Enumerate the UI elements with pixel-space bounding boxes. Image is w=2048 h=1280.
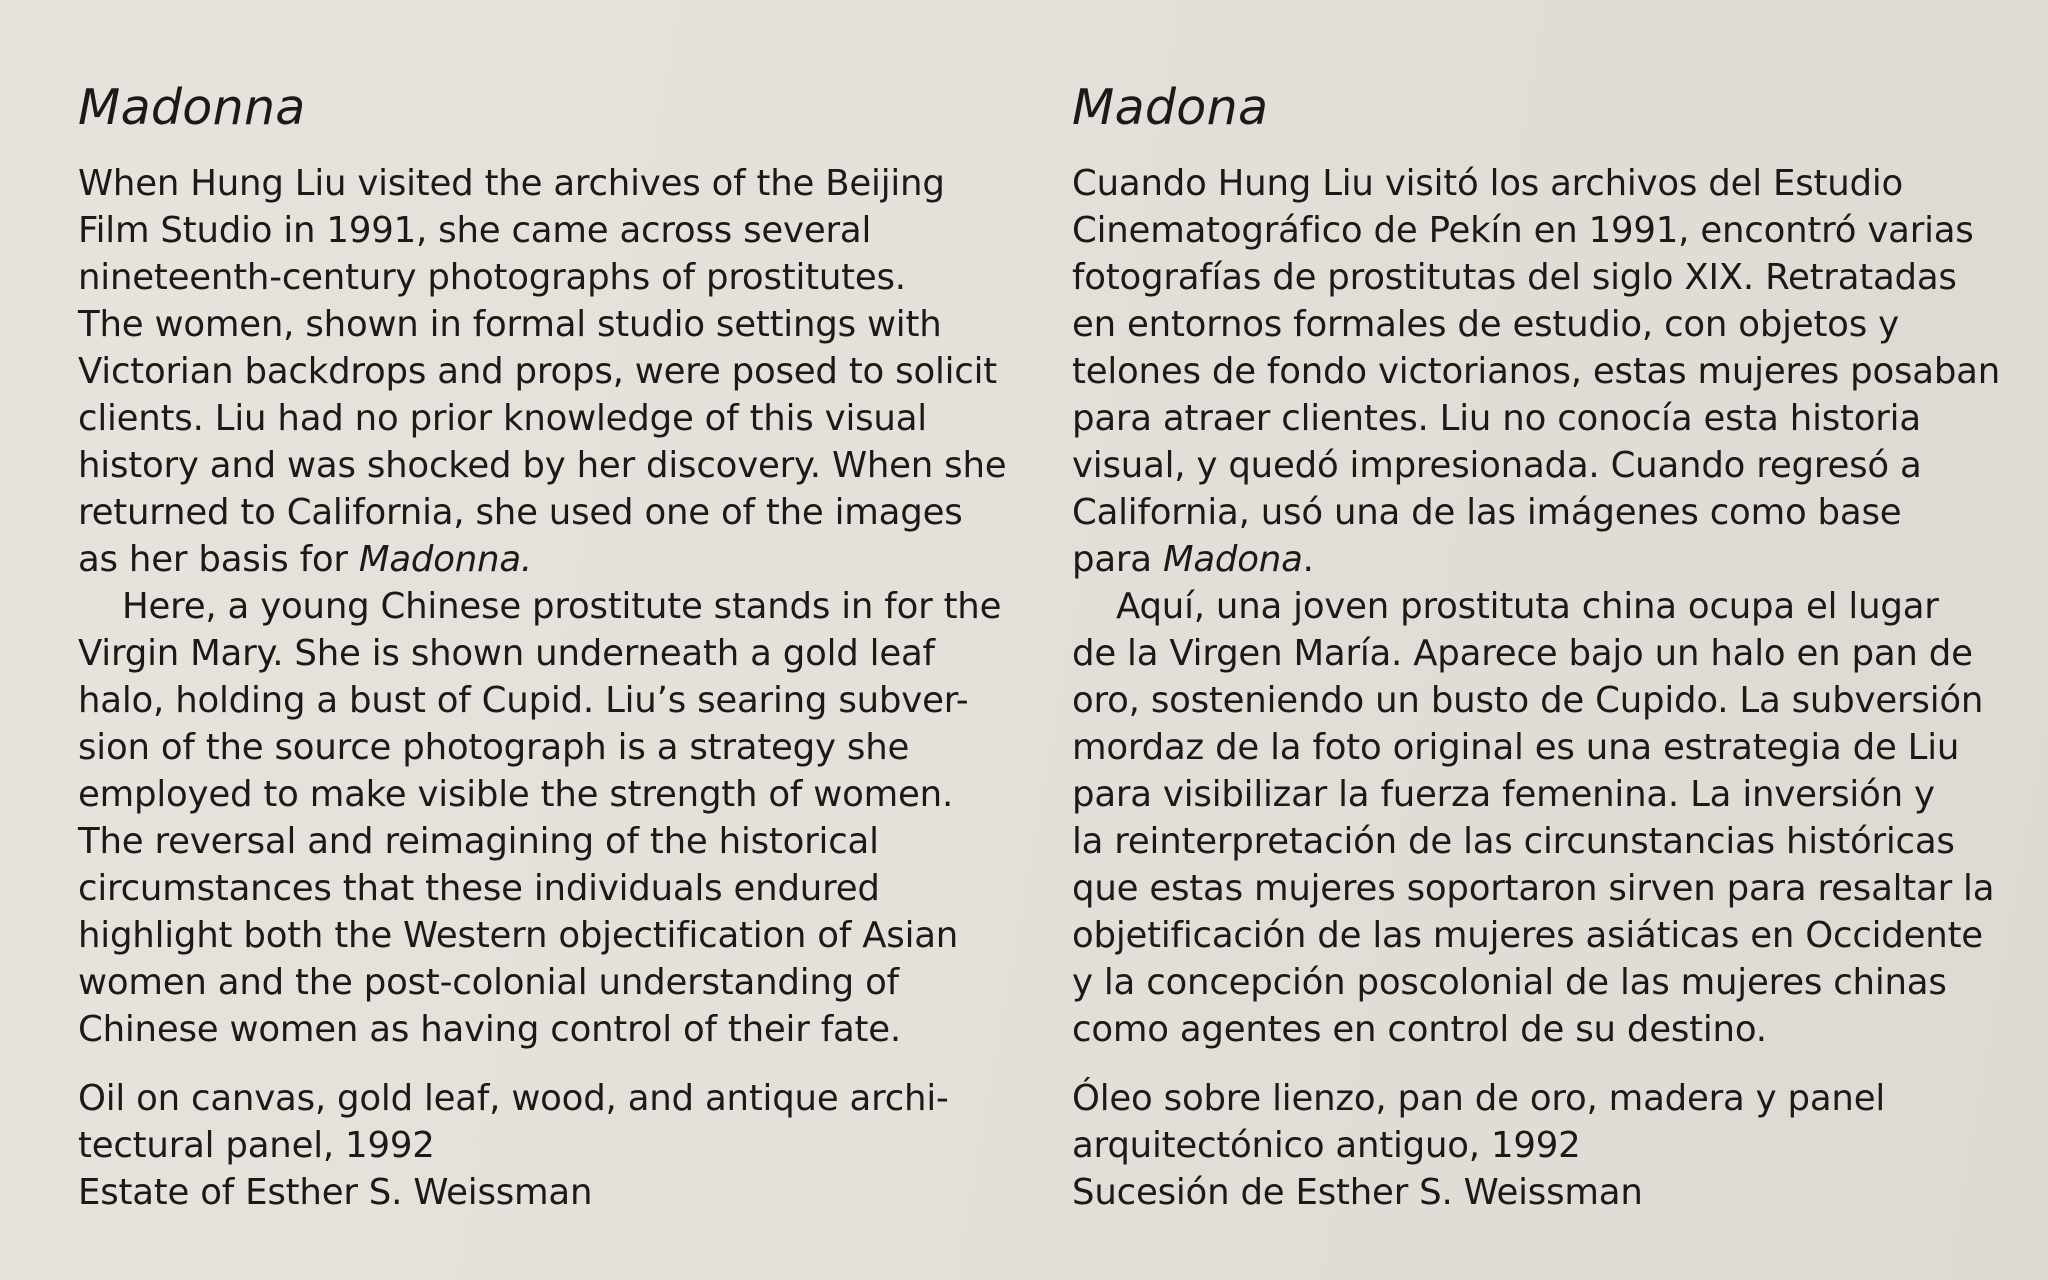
text-line: circumstances that these individuals endured <box>78 868 880 909</box>
text-line: visual, y quedó impresionada. Cuando regresó a <box>1072 445 1922 486</box>
text-line: returned to California, she used one of the images <box>78 492 963 533</box>
text-line: nineteenth-century photographs of prostitutes. <box>78 257 906 298</box>
text-line: The reversal and reimagining of the historical <box>78 821 879 862</box>
text-line: Aquí, una joven prostituta china ocupa el lugar <box>1116 586 1939 627</box>
caption-line: Óleo sobre lienzo, pan de oro, madera y panel <box>1072 1078 1886 1119</box>
caption-line: Estate of Esther S. Weissman <box>78 1172 593 1213</box>
text-line: California, usó una de las imágenes como base <box>1072 492 1902 533</box>
text-span: as her basis for <box>78 539 359 580</box>
text-line: highlight both the Western objectification of Asian <box>78 915 959 956</box>
text-line: halo, holding a bust of Cupid. Liu’s searing subver- <box>78 680 969 721</box>
caption-line: arquitectónico antiguo, 1992 <box>1072 1125 1581 1166</box>
text-line <box>1072 536 2032 583</box>
spanish-paragraph-1 <box>1072 160 2032 583</box>
text-line <box>78 536 1038 583</box>
text-line: The women, shown in formal studio settings with <box>78 304 942 345</box>
text-line: When Hung Liu visited the archives of the Beijing <box>78 163 945 204</box>
text-line: mordaz de la foto original es una estrategia de Liu <box>1072 727 1960 768</box>
text-line: oro, sosteniendo un busto de Cupido. La subversión <box>1072 680 1984 721</box>
text-line: Here, a young Chinese prostitute stands in for the <box>122 586 1002 627</box>
text-line: Chinese women as having control of their fate. <box>78 1009 901 1050</box>
english-caption <box>78 1075 1038 1216</box>
text-line: fotografías de prostitutas del siglo XIX. Retratadas <box>1072 257 1957 298</box>
text-line: como agentes en control de su destino. <box>1072 1009 1767 1050</box>
spanish-label-column <box>1072 78 2032 1216</box>
artwork-title-italic: Madona <box>1162 539 1303 580</box>
english-title: Madonna <box>78 79 306 136</box>
text-line: history and was shocked by her discovery. When she <box>78 445 1007 486</box>
text-span: para <box>1072 539 1163 580</box>
caption-line: tectural panel, 1992 <box>78 1125 435 1166</box>
text-line: y la concepción poscolonial de las mujeres chinas <box>1072 962 1947 1003</box>
caption-line: Oil on canvas, gold leaf, wood, and antique archi- <box>78 1078 949 1119</box>
text-line: en entornos formales de estudio, con objetos y <box>1072 304 1899 345</box>
text-line: Cinematográfico de Pekín en 1991, encontró varias <box>1072 210 1974 251</box>
artwork-title-italic: Madonna. <box>358 539 532 580</box>
text-line: employed to make visible the strength of women. <box>78 774 954 815</box>
spanish-paragraph-2 <box>1072 583 2032 1053</box>
english-label-column <box>78 78 1038 1216</box>
text-line: objetificación de las mujeres asiáticas en Occidente <box>1072 915 1983 956</box>
text-line: la reinterpretación de las circunstancias históricas <box>1072 821 1955 862</box>
text-line: para visibilizar la fuerza femenina. La inversión y <box>1072 774 1935 815</box>
text-line: Victorian backdrops and props, were posed to solicit <box>78 351 997 392</box>
spanish-caption <box>1072 1075 2032 1216</box>
text-line: women and the post-colonial understanding of <box>78 962 899 1003</box>
caption-line: Sucesión de Esther S. Weissman <box>1072 1172 1643 1213</box>
text-line: para atraer clientes. Liu no conocía esta historia <box>1072 398 1921 439</box>
text-span: . <box>1302 539 1314 580</box>
text-line: Cuando Hung Liu visitó los archivos del Estudio <box>1072 163 1904 204</box>
text-line: Virgin Mary. She is shown underneath a gold leaf <box>78 633 935 674</box>
text-line: de la Virgen María. Aparece bajo un halo en pan de <box>1072 633 1973 674</box>
spanish-title: Madona <box>1072 79 1269 136</box>
text-line: Film Studio in 1991, she came across several <box>78 210 872 251</box>
text-line: que estas mujeres soportaron sirven para resaltar la <box>1072 868 1995 909</box>
english-paragraph-2 <box>78 583 1038 1053</box>
text-line: telones de fondo victorianos, estas mujeres posaban <box>1072 351 2001 392</box>
english-paragraph-1 <box>78 160 1038 583</box>
text-line: sion of the source photograph is a strategy she <box>78 727 910 768</box>
text-line: clients. Liu had no prior knowledge of this visual <box>78 398 927 439</box>
